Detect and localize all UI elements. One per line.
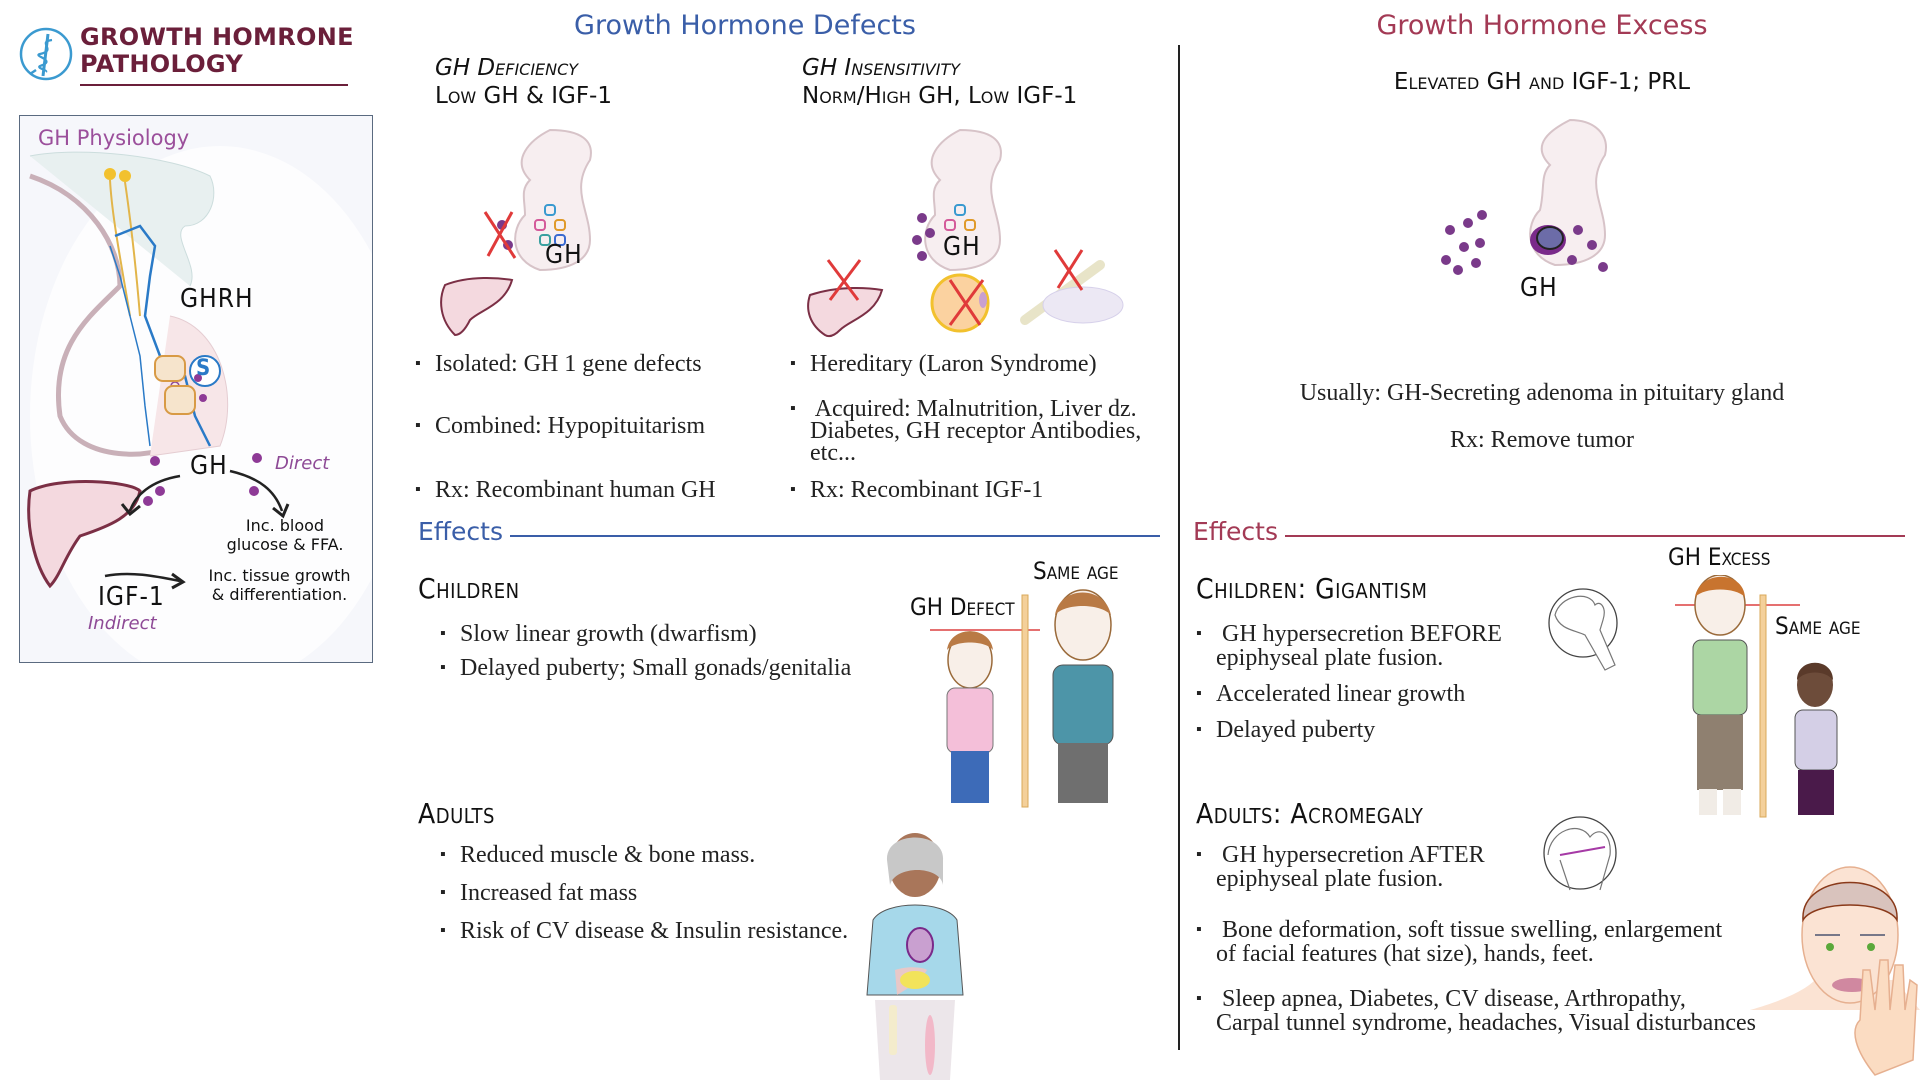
physiology-title: GH Physiology	[38, 126, 190, 150]
section-divider	[1178, 45, 1180, 1050]
deficiency-bullet: ▪ Rx: Recombinant human GH	[415, 478, 716, 502]
caduceus-icon	[18, 26, 74, 82]
indirect-effect-text	[182, 566, 373, 604]
insensitivity-gh-label: GH	[943, 232, 981, 262]
indirect-label: Indirect	[88, 613, 157, 634]
height-comparison-figure	[925, 585, 1130, 810]
excess-adults-bullet: ▪ Sleep apnea, Diabetes, CV disease, Arthropathy, Carpal tunnel syndrome, headaches, Visual disturbances	[1196, 987, 1756, 1035]
insensitivity-heading: GH Insensitivity	[802, 55, 960, 81]
excess-adults-bullet: ▪ Bone deformation, soft tissue swelling, enlargement of facial features (hat size), hands, feet.	[1196, 918, 1722, 966]
page-title-line2: PATHOLOGY	[80, 50, 244, 78]
page-title	[80, 24, 354, 78]
gh-insensitivity-figure	[800, 120, 1150, 340]
indirect-effect-line2: & differentiation.	[211, 585, 348, 604]
defects-children-bullet: ▪ Delayed puberty; Small gonads/genitalia	[440, 656, 851, 680]
deficiency-subheading: Low GH & IGF-1	[435, 83, 612, 109]
deficiency-bullet: ▪ Isolated: GH 1 gene defects	[415, 352, 702, 376]
direct-label: Direct	[275, 453, 330, 474]
gh-label: GH	[190, 451, 228, 481]
acromegaly-face-figure	[1745, 860, 1920, 1080]
somatotroph-label: S	[196, 356, 212, 381]
deficiency-gh-label: GH	[545, 240, 583, 270]
defects-title: Growth Hormone Defects	[574, 10, 916, 41]
excess-children-bullet: ▪ Delayed puberty	[1196, 718, 1375, 742]
gh-defect-figure-label: GH Defect	[910, 593, 1015, 621]
ghrh-label: GHRH	[180, 284, 254, 314]
defects-adults-heading: Adults	[418, 797, 495, 830]
adult-woman-figure	[855, 830, 975, 1080]
insensitivity-subheading: Norm/High GH, Low IGF-1	[802, 83, 1078, 109]
excess-adults-heading: Adults: Acromegaly	[1196, 797, 1424, 830]
direct-effect-text	[200, 516, 370, 554]
insensitivity-bullet: ▪ Rx: Recombinant IGF-1	[790, 478, 1043, 502]
excess-cause: Usually: GH-Secreting adenoma in pituitary gland	[1299, 380, 1785, 406]
defects-effects-rule	[510, 535, 1160, 537]
same-age-figure-label: Same age	[1033, 557, 1119, 585]
defects-children-bullet: ▪ Slow linear growth (dwarfism)	[440, 622, 757, 646]
excess-children-bullet: ▪ GH hypersecretion BEFORE epiphyseal plate fusion.	[1196, 622, 1502, 670]
fused-growth-plate-icon	[1540, 815, 1625, 895]
gigantism-height-comparison-figure	[1675, 575, 1885, 820]
excess-treatment: Rx: Remove tumor	[1450, 427, 1634, 453]
excess-effects-rule	[1285, 535, 1905, 537]
deficiency-bullet: ▪ Combined: Hypopituitarism	[415, 414, 705, 438]
gh-deficiency-figure	[430, 120, 650, 340]
gh-physiology-panel	[19, 115, 373, 663]
excess-effects-label: Effects	[1193, 517, 1278, 546]
excess-same-age-figure-label: Same age	[1775, 612, 1861, 640]
defects-effects-label: Effects	[418, 517, 503, 546]
excess-adults-bullet: ▪ GH hypersecretion AFTER epiphyseal plate fusion.	[1196, 843, 1485, 891]
excess-title: Growth Hormone Excess	[1376, 10, 1708, 41]
insensitivity-bullet: ▪ Acquired: Malnutrition, Liver dz. Diabetes, GH receptor Antibodies, etc...	[790, 398, 1141, 464]
gh-excess-figure-label: GH Excess	[1668, 543, 1771, 571]
title-underline	[80, 84, 348, 86]
defects-adults-bullet: ▪ Increased fat mass	[440, 881, 637, 905]
page-title-line1: GROWTH HOMRONE	[80, 23, 354, 51]
excess-children-heading: Children: Gigantism	[1196, 572, 1428, 605]
defects-adults-bullet: ▪ Risk of CV disease & Insulin resistance.	[440, 919, 848, 943]
deficiency-heading: GH Deficiency	[435, 55, 579, 81]
excess-subheading: Elevated GH and IGF-1; PRL	[1393, 69, 1691, 95]
insensitivity-bullet: ▪ Hereditary (Laron Syndrome)	[790, 352, 1097, 376]
open-growth-plate-icon	[1545, 585, 1625, 675]
direct-effect-line2: glucose & FFA.	[226, 535, 344, 554]
igf1-label: IGF-1	[98, 582, 165, 612]
indirect-effect-line1: Inc. tissue growth	[208, 566, 351, 585]
defects-children-heading: Children	[418, 572, 520, 605]
direct-effect-line1: Inc. blood	[245, 516, 325, 535]
excess-gh-label: GH	[1520, 273, 1558, 303]
excess-children-bullet: ▪ Accelerated linear growth	[1196, 682, 1465, 706]
defects-adults-bullet: ▪ Reduced muscle & bone mass.	[440, 843, 755, 867]
